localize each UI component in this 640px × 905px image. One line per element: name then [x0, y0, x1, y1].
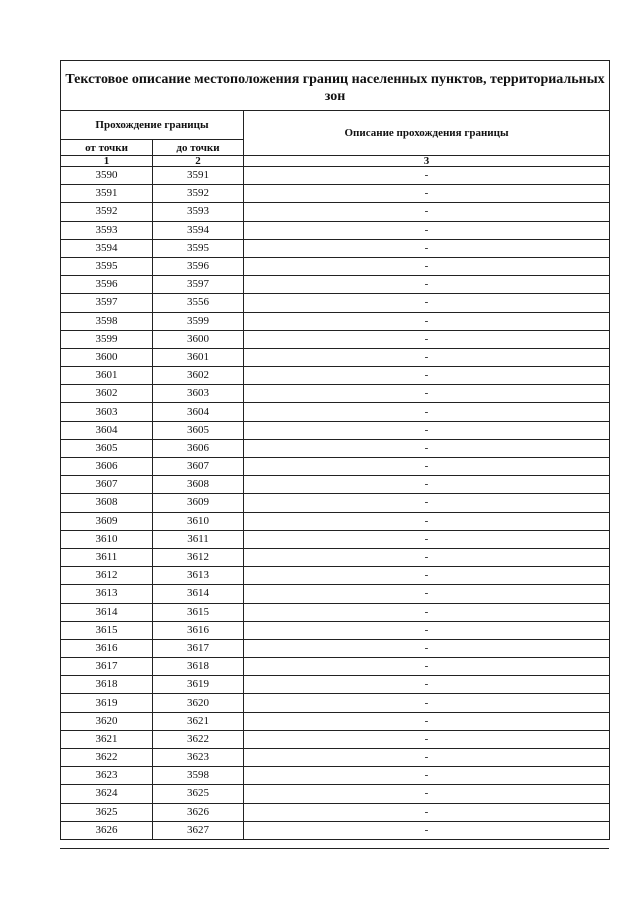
- cell-desc: -: [244, 276, 610, 294]
- cell-desc: -: [244, 712, 610, 730]
- cell-to: 3596: [153, 257, 244, 275]
- cell-to: 3591: [153, 167, 244, 185]
- cell-to: 3605: [153, 421, 244, 439]
- cell-from: 3592: [61, 203, 153, 221]
- table-row: [61, 658, 610, 676]
- cell-from: 3609: [61, 512, 153, 530]
- cell-to: 3593: [153, 203, 244, 221]
- cell-desc: -: [244, 603, 610, 621]
- cell-to: 3602: [153, 367, 244, 385]
- table-row: [61, 639, 610, 657]
- cell-to: 3627: [153, 821, 244, 839]
- header-to-point: до точки: [153, 140, 244, 156]
- cell-desc: -: [244, 167, 610, 185]
- table-row: [61, 330, 610, 348]
- cell-to: 3592: [153, 185, 244, 203]
- cell-desc: -: [244, 585, 610, 603]
- table-row: [61, 749, 610, 767]
- cell-to: 3594: [153, 221, 244, 239]
- cell-desc: -: [244, 548, 610, 566]
- cell-from: 3600: [61, 348, 153, 366]
- table-row: [61, 403, 610, 421]
- cell-from: 3616: [61, 639, 153, 657]
- cell-desc: -: [244, 403, 610, 421]
- table-row: [61, 494, 610, 512]
- cell-to: 3617: [153, 639, 244, 657]
- table-row: [61, 367, 610, 385]
- cell-to: 3615: [153, 603, 244, 621]
- cell-desc: -: [244, 476, 610, 494]
- cell-to: 3620: [153, 694, 244, 712]
- cell-from: 3594: [61, 239, 153, 257]
- cell-desc: -: [244, 785, 610, 803]
- cell-from: 3591: [61, 185, 153, 203]
- cell-to: 3597: [153, 276, 244, 294]
- table-row: [61, 421, 610, 439]
- cell-to: 3625: [153, 785, 244, 803]
- cell-to: 3606: [153, 439, 244, 457]
- cell-to: 3619: [153, 676, 244, 694]
- cell-from: 3601: [61, 367, 153, 385]
- cell-desc: -: [244, 348, 610, 366]
- cell-desc: -: [244, 694, 610, 712]
- table-row: [61, 239, 610, 257]
- cell-desc: -: [244, 658, 610, 676]
- cell-to: 3599: [153, 312, 244, 330]
- cell-to: 3603: [153, 385, 244, 403]
- cell-to: 3622: [153, 730, 244, 748]
- document-page: [60, 60, 609, 840]
- cell-from: 3614: [61, 603, 153, 621]
- cell-from: 3615: [61, 621, 153, 639]
- table-row: [61, 185, 610, 203]
- table-row: [61, 621, 610, 639]
- cell-from: 3611: [61, 548, 153, 566]
- header-boundary-group: Прохождение границы: [61, 111, 244, 140]
- table-row: [61, 257, 610, 275]
- cell-from: 3621: [61, 730, 153, 748]
- cell-to: 3611: [153, 530, 244, 548]
- table-row: [61, 348, 610, 366]
- cell-to: 3600: [153, 330, 244, 348]
- table-row: [61, 785, 610, 803]
- table-row: [61, 603, 610, 621]
- cell-to: 3626: [153, 803, 244, 821]
- cell-from: 3625: [61, 803, 153, 821]
- cell-to: 3618: [153, 658, 244, 676]
- column-number-1: 1: [61, 156, 153, 167]
- cell-from: 3602: [61, 385, 153, 403]
- cell-desc: -: [244, 803, 610, 821]
- cell-desc: -: [244, 330, 610, 348]
- cell-desc: -: [244, 312, 610, 330]
- cell-desc: -: [244, 621, 610, 639]
- cell-desc: -: [244, 821, 610, 839]
- cell-desc: -: [244, 567, 610, 585]
- cell-desc: -: [244, 257, 610, 275]
- table-row: [61, 385, 610, 403]
- cell-desc: -: [244, 458, 610, 476]
- cell-to: 3612: [153, 548, 244, 566]
- table-row: [61, 730, 610, 748]
- cell-to: 3604: [153, 403, 244, 421]
- cell-to: 3601: [153, 348, 244, 366]
- cell-to: 3608: [153, 476, 244, 494]
- cell-from: 3606: [61, 458, 153, 476]
- table-row: [61, 694, 610, 712]
- cell-from: 3620: [61, 712, 153, 730]
- table-row: [61, 767, 610, 785]
- cell-from: 3593: [61, 221, 153, 239]
- cell-to: 3613: [153, 567, 244, 585]
- cell-from: 3624: [61, 785, 153, 803]
- cell-desc: -: [244, 221, 610, 239]
- cell-from: 3597: [61, 294, 153, 312]
- table-row: [61, 512, 610, 530]
- boundary-table: [60, 60, 610, 840]
- cell-from: 3603: [61, 403, 153, 421]
- cell-from: 3598: [61, 312, 153, 330]
- cell-to: 3595: [153, 239, 244, 257]
- header-row: [61, 111, 610, 140]
- table-row: [61, 712, 610, 730]
- header-description: Описание прохождения границы: [244, 111, 610, 156]
- table-row: [61, 221, 610, 239]
- table-row: [61, 458, 610, 476]
- cell-from: 3622: [61, 749, 153, 767]
- cell-from: 3623: [61, 767, 153, 785]
- title-row: [61, 61, 610, 111]
- cell-desc: -: [244, 767, 610, 785]
- cell-from: 3596: [61, 276, 153, 294]
- cell-from: 3618: [61, 676, 153, 694]
- cell-from: 3590: [61, 167, 153, 185]
- table-row: [61, 312, 610, 330]
- cell-from: 3599: [61, 330, 153, 348]
- cell-to: 3598: [153, 767, 244, 785]
- cell-from: 3608: [61, 494, 153, 512]
- table-row: [61, 676, 610, 694]
- cell-to: 3623: [153, 749, 244, 767]
- cell-desc: -: [244, 367, 610, 385]
- cell-to: 3621: [153, 712, 244, 730]
- cell-desc: -: [244, 239, 610, 257]
- cell-desc: -: [244, 512, 610, 530]
- cell-desc: -: [244, 676, 610, 694]
- column-number-3: 3: [244, 156, 610, 167]
- cell-desc: -: [244, 385, 610, 403]
- cell-from: 3617: [61, 658, 153, 676]
- cell-desc: -: [244, 203, 610, 221]
- table-row: [61, 439, 610, 457]
- cell-desc: -: [244, 439, 610, 457]
- bottom-divider: [60, 848, 609, 849]
- column-number-2: 2: [153, 156, 244, 167]
- header-from-point: от точки: [61, 140, 153, 156]
- table-row: [61, 294, 610, 312]
- cell-from: 3605: [61, 439, 153, 457]
- column-number-row: [61, 156, 610, 167]
- cell-from: 3612: [61, 567, 153, 585]
- table-row: [61, 203, 610, 221]
- cell-desc: -: [244, 185, 610, 203]
- cell-to: 3609: [153, 494, 244, 512]
- document-title: Текстовое описание местоположения границ населенных пунктов, территориальных зон: [61, 61, 610, 111]
- cell-from: 3626: [61, 821, 153, 839]
- cell-from: 3595: [61, 257, 153, 275]
- table-row: [61, 548, 610, 566]
- cell-desc: -: [244, 730, 610, 748]
- table-row: [61, 585, 610, 603]
- cell-desc: -: [244, 530, 610, 548]
- table-row: [61, 803, 610, 821]
- cell-desc: -: [244, 294, 610, 312]
- table-row: [61, 167, 610, 185]
- cell-from: 3607: [61, 476, 153, 494]
- cell-to: 3616: [153, 621, 244, 639]
- cell-from: 3619: [61, 694, 153, 712]
- cell-desc: -: [244, 639, 610, 657]
- cell-desc: -: [244, 494, 610, 512]
- cell-desc: -: [244, 421, 610, 439]
- table-row: [61, 476, 610, 494]
- table-row: [61, 567, 610, 585]
- cell-from: 3604: [61, 421, 153, 439]
- table-row: [61, 530, 610, 548]
- cell-to: 3610: [153, 512, 244, 530]
- table-row: [61, 821, 610, 839]
- table-row: [61, 276, 610, 294]
- cell-to: 3556: [153, 294, 244, 312]
- cell-from: 3613: [61, 585, 153, 603]
- cell-from: 3610: [61, 530, 153, 548]
- cell-to: 3607: [153, 458, 244, 476]
- cell-to: 3614: [153, 585, 244, 603]
- table-body: [61, 167, 610, 840]
- cell-desc: -: [244, 749, 610, 767]
